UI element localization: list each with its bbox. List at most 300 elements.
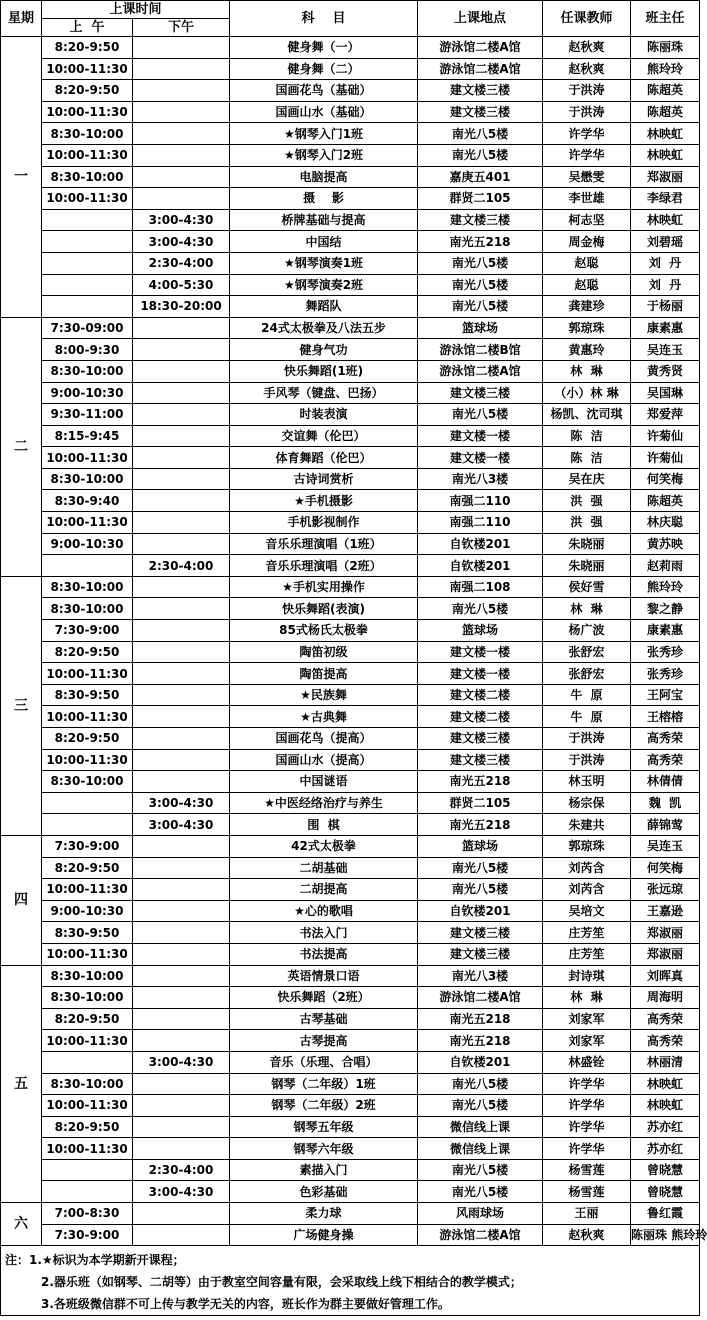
table-row — [1, 987, 700, 1009]
morning-time-cell — [42, 1051, 133, 1073]
subject-cell: 柔力球 — [230, 1203, 418, 1225]
monitor-cell: 高秀荣 — [631, 1030, 700, 1052]
afternoon-time-cell — [133, 663, 230, 685]
monitor-cell: 陈丽珠 熊玲玲 — [631, 1224, 700, 1246]
monitor-cell: 苏亦红 — [631, 1116, 700, 1138]
teacher-cell: 许学华 — [543, 1138, 631, 1160]
subject-cell: 古琴基础 — [230, 1008, 418, 1030]
table-row — [1, 792, 700, 814]
afternoon-time-cell — [133, 900, 230, 922]
location-cell: 建文楼二楼 — [418, 706, 543, 728]
table-row — [1, 166, 700, 188]
teacher-cell: 庄芳笙 — [543, 943, 631, 965]
monitor-cell: 林庆聪 — [631, 512, 700, 534]
afternoon-time-cell — [133, 447, 230, 469]
morning-time-cell: 8:30-10:00 — [42, 360, 133, 382]
afternoon-time-cell — [133, 512, 230, 534]
monitor-cell: 熊玲玲 — [631, 58, 700, 80]
teacher-cell: 许学华 — [543, 1116, 631, 1138]
teacher-cell: 朱晓丽 — [543, 555, 631, 577]
afternoon-time-cell — [133, 425, 230, 447]
subject-cell: 24式太极拳及八法五步 — [230, 317, 418, 339]
table-row — [1, 1051, 700, 1073]
subject-cell: 色彩基础 — [230, 1181, 418, 1203]
table-row — [1, 144, 700, 166]
notes-row — [1, 1246, 700, 1316]
afternoon-time-cell — [133, 123, 230, 145]
morning-time-cell: 7:30-09:00 — [42, 317, 133, 339]
afternoon-time-cell: 2:30-4:00 — [133, 252, 230, 274]
location-cell: 建文楼三楼 — [418, 80, 543, 102]
subject-cell: 古琴提高 — [230, 1030, 418, 1052]
monitor-cell: 周海明 — [631, 987, 700, 1009]
teacher-cell: 龚建珍 — [543, 296, 631, 318]
location-cell: 南光八5楼 — [418, 1181, 543, 1203]
monitor-cell: 许菊仙 — [631, 425, 700, 447]
location-cell: 南光五218 — [418, 231, 543, 253]
subject-cell: 85式杨氏太极拳 — [230, 620, 418, 642]
afternoon-time-cell — [133, 620, 230, 642]
location-cell: 南光五218 — [418, 771, 543, 793]
subject-cell: 钢琴（二年级）1班 — [230, 1073, 418, 1095]
teacher-cell: 刘家军 — [543, 1008, 631, 1030]
afternoon-time-cell: 2:30-4:00 — [133, 1159, 230, 1181]
table-row — [1, 835, 700, 857]
subject-cell: 手风琴（键盘、巴扬） — [230, 382, 418, 404]
afternoon-time-cell — [133, 987, 230, 1009]
subject-cell: 钢琴五年级 — [230, 1116, 418, 1138]
morning-time-cell: 7:30-9:00 — [42, 620, 133, 642]
monitor-cell: 曾晓慧 — [631, 1159, 700, 1181]
table-row — [1, 943, 700, 965]
teacher-cell: 于洪涛 — [543, 80, 631, 102]
header-pm: 下午 — [133, 19, 230, 37]
subject-cell: 健身舞（二） — [230, 58, 418, 80]
table-row — [1, 576, 700, 598]
monitor-cell: 高秀荣 — [631, 728, 700, 750]
afternoon-time-cell — [133, 835, 230, 857]
subject-cell: ★手机实用操作 — [230, 576, 418, 598]
teacher-cell: 黄惠玲 — [543, 339, 631, 361]
location-cell: 微信线上课 — [418, 1116, 543, 1138]
table-row — [1, 1159, 700, 1181]
afternoon-time-cell — [133, 965, 230, 987]
location-cell: 建文楼三楼 — [418, 922, 543, 944]
header-weekday: 星期 — [1, 1, 42, 37]
monitor-cell: 赵莉雨 — [631, 555, 700, 577]
table-row — [1, 404, 700, 426]
afternoon-time-cell — [133, 1030, 230, 1052]
subject-cell: 国画山水（提高） — [230, 749, 418, 771]
monitor-cell: 王阿宝 — [631, 684, 700, 706]
weekday-cell: 六 — [1, 1203, 42, 1246]
afternoon-time-cell — [133, 922, 230, 944]
table-row — [1, 490, 700, 512]
monitor-cell: 刘碧瑶 — [631, 231, 700, 253]
table-row — [1, 188, 700, 210]
teacher-cell: 刘芮含 — [543, 879, 631, 901]
afternoon-time-cell — [133, 576, 230, 598]
location-cell: 南光五218 — [418, 814, 543, 836]
location-cell: 南光八5楼 — [418, 123, 543, 145]
teacher-cell: 陈 洁 — [543, 447, 631, 469]
monitor-cell: 许菊仙 — [631, 447, 700, 469]
monitor-cell: 郑淑丽 — [631, 922, 700, 944]
monitor-cell: 张秀珍 — [631, 663, 700, 685]
location-cell: 南光八3楼 — [418, 468, 543, 490]
afternoon-time-cell — [133, 706, 230, 728]
morning-time-cell: 8:30-10:00 — [42, 166, 133, 188]
teacher-cell: 吴懋雯 — [543, 166, 631, 188]
table-row — [1, 857, 700, 879]
header-subject: 科 目 — [230, 1, 418, 37]
location-cell: 南强二108 — [418, 576, 543, 598]
location-cell: 自钦楼201 — [418, 555, 543, 577]
teacher-cell: 赵秋爽 — [543, 58, 631, 80]
teacher-cell: 林 琳 — [543, 598, 631, 620]
teacher-cell: 赵秋爽 — [543, 1224, 631, 1246]
teacher-cell: 庄芳笙 — [543, 922, 631, 944]
location-cell: 建文楼三楼 — [418, 728, 543, 750]
location-cell: 南光八5楼 — [418, 1159, 543, 1181]
morning-time-cell: 8:00-9:30 — [42, 339, 133, 361]
monitor-cell: 黄苏映 — [631, 533, 700, 555]
afternoon-time-cell — [133, 598, 230, 620]
header-time: 上课时间 — [42, 1, 230, 19]
teacher-cell: 杨凯、沈司琪 — [543, 404, 631, 426]
monitor-cell: 曾晓慧 — [631, 1181, 700, 1203]
teacher-cell: 张舒宏 — [543, 641, 631, 663]
notes-cell — [1, 1246, 700, 1316]
teacher-cell: （小）林 琳 — [543, 382, 631, 404]
location-cell: 自钦楼201 — [418, 900, 543, 922]
monitor-cell: 陈超英 — [631, 490, 700, 512]
location-cell: 自钦楼201 — [418, 533, 543, 555]
table-row — [1, 37, 700, 59]
location-cell: 南光八5楼 — [418, 879, 543, 901]
location-cell: 建文楼三楼 — [418, 943, 543, 965]
monitor-cell: 陈丽珠 — [631, 37, 700, 59]
teacher-cell: 林玉明 — [543, 771, 631, 793]
afternoon-time-cell: 3:00-4:30 — [133, 231, 230, 253]
afternoon-time-cell: 18:30-20:00 — [133, 296, 230, 318]
monitor-cell: 苏亦红 — [631, 1138, 700, 1160]
afternoon-time-cell — [133, 1116, 230, 1138]
location-cell: 游泳馆二楼B馆 — [418, 339, 543, 361]
afternoon-time-cell — [133, 943, 230, 965]
morning-time-cell: 8:30-10:00 — [42, 576, 133, 598]
header-monitor: 班主任 — [631, 1, 700, 37]
location-cell: 游泳馆二楼A馆 — [418, 360, 543, 382]
table-row — [1, 274, 700, 296]
morning-time-cell: 8:30-9:50 — [42, 922, 133, 944]
afternoon-time-cell — [133, 728, 230, 750]
subject-cell: 中国结 — [230, 231, 418, 253]
afternoon-time-cell — [133, 166, 230, 188]
subject-cell: 快乐舞蹈(表演) — [230, 598, 418, 620]
location-cell: 南光八5楼 — [418, 404, 543, 426]
location-cell: 南强二110 — [418, 512, 543, 534]
subject-cell: 中国谜语 — [230, 771, 418, 793]
afternoon-time-cell — [133, 879, 230, 901]
location-cell: 南光八5楼 — [418, 1073, 543, 1095]
monitor-cell: 张远琼 — [631, 879, 700, 901]
monitor-cell: 王嘉逊 — [631, 900, 700, 922]
subject-cell: 广场健身操 — [230, 1224, 418, 1246]
subject-cell: 国画山水（基础） — [230, 101, 418, 123]
monitor-cell: 鲁红霞 — [631, 1203, 700, 1225]
location-cell: 南光八5楼 — [418, 857, 543, 879]
subject-cell: 国画花鸟（提高） — [230, 728, 418, 750]
afternoon-time-cell: 3:00-4:30 — [133, 792, 230, 814]
teacher-cell: 郭琼珠 — [543, 317, 631, 339]
monitor-cell: 熊玲玲 — [631, 576, 700, 598]
morning-time-cell: 8:20-9:50 — [42, 857, 133, 879]
subject-cell: 钢琴（二年级）2班 — [230, 1095, 418, 1117]
morning-time-cell — [42, 555, 133, 577]
table-row — [1, 555, 700, 577]
morning-time-cell: 7:30-9:00 — [42, 1224, 133, 1246]
table-row — [1, 468, 700, 490]
afternoon-time-cell — [133, 749, 230, 771]
afternoon-time-cell — [133, 404, 230, 426]
teacher-cell: 柯志坚 — [543, 209, 631, 231]
location-cell: 南强二110 — [418, 490, 543, 512]
subject-cell: ★古典舞 — [230, 706, 418, 728]
morning-time-cell: 9:00-10:30 — [42, 382, 133, 404]
location-cell: 群贤二105 — [418, 792, 543, 814]
location-cell: 建文楼一楼 — [418, 425, 543, 447]
teacher-cell: 杨广波 — [543, 620, 631, 642]
teacher-cell: 许学华 — [543, 144, 631, 166]
teacher-cell: 赵聪 — [543, 274, 631, 296]
location-cell: 嘉庚五401 — [418, 166, 543, 188]
morning-time-cell: 8:20-9:50 — [42, 641, 133, 663]
teacher-cell: 洪 强 — [543, 490, 631, 512]
location-cell: 南光八5楼 — [418, 598, 543, 620]
table-row — [1, 900, 700, 922]
afternoon-time-cell — [133, 37, 230, 59]
afternoon-time-cell — [133, 317, 230, 339]
monitor-cell: 魏 凯 — [631, 792, 700, 814]
subject-cell: 音乐乐理演唱（2班） — [230, 555, 418, 577]
location-cell: 建文楼三楼 — [418, 209, 543, 231]
subject-cell: ★心的歌唱 — [230, 900, 418, 922]
subject-cell: 二胡提高 — [230, 879, 418, 901]
subject-cell: 陶笛初级 — [230, 641, 418, 663]
morning-time-cell: 9:00-10:30 — [42, 533, 133, 555]
table-row — [1, 1073, 700, 1095]
morning-time-cell: 8:30-10:00 — [42, 468, 133, 490]
table-row — [1, 684, 700, 706]
location-cell: 建文楼一楼 — [418, 447, 543, 469]
subject-cell: 体育舞蹈（伦巴） — [230, 447, 418, 469]
header-location: 上课地点 — [418, 1, 543, 37]
teacher-cell: 陈 洁 — [543, 425, 631, 447]
table-row — [1, 965, 700, 987]
monitor-cell: 吴连玉 — [631, 339, 700, 361]
teacher-cell: 张舒宏 — [543, 663, 631, 685]
header-am: 上 午 — [42, 19, 133, 37]
morning-time-cell: 10:00-11:30 — [42, 144, 133, 166]
teacher-cell: 李世雄 — [543, 188, 631, 210]
location-cell: 群贤二105 — [418, 188, 543, 210]
teacher-cell: 杨宗保 — [543, 792, 631, 814]
table-row — [1, 296, 700, 318]
subject-cell: 手机影视制作 — [230, 512, 418, 534]
subject-cell: ★钢琴入门1班 — [230, 123, 418, 145]
teacher-cell: 林盛铨 — [543, 1051, 631, 1073]
subject-cell: 舞蹈队 — [230, 296, 418, 318]
monitor-cell: 郑淑丽 — [631, 943, 700, 965]
note-line: 3.各班级微信群不可上传与教学无关的内容，班长作为群主要做好管理工作。 — [41, 1297, 450, 1312]
location-cell: 游泳馆二楼A馆 — [418, 58, 543, 80]
table-row — [1, 1138, 700, 1160]
location-cell: 南光八5楼 — [418, 1095, 543, 1117]
table-row — [1, 425, 700, 447]
weekday-cell: 四 — [1, 835, 42, 965]
morning-time-cell — [42, 209, 133, 231]
morning-time-cell — [42, 231, 133, 253]
monitor-cell: 薛锦莺 — [631, 814, 700, 836]
table-row — [1, 123, 700, 145]
subject-cell: 围 棋 — [230, 814, 418, 836]
header-teacher: 任课教师 — [543, 1, 631, 37]
morning-time-cell: 8:30-10:00 — [42, 123, 133, 145]
afternoon-time-cell — [133, 339, 230, 361]
morning-time-cell: 7:00-8:30 — [42, 1203, 133, 1225]
morning-time-cell — [42, 814, 133, 836]
teacher-cell: 杨雪莲 — [543, 1181, 631, 1203]
monitor-cell: 林映虹 — [631, 1095, 700, 1117]
location-cell: 微信线上课 — [418, 1138, 543, 1160]
monitor-cell: 何笑梅 — [631, 857, 700, 879]
morning-time-cell — [42, 792, 133, 814]
teacher-cell: 吴在庆 — [543, 468, 631, 490]
table-row — [1, 663, 700, 685]
location-cell: 游泳馆二楼A馆 — [418, 37, 543, 59]
table-row — [1, 1181, 700, 1203]
schedule-body — [1, 37, 707, 1316]
monitor-cell: 黄秀贤 — [631, 360, 700, 382]
table-row — [1, 533, 700, 555]
subject-cell: 书法提高 — [230, 943, 418, 965]
subject-cell: 音乐（乐理、合唱） — [230, 1051, 418, 1073]
teacher-cell: 于洪涛 — [543, 728, 631, 750]
morning-time-cell: 10:00-11:30 — [42, 447, 133, 469]
subject-cell: ★钢琴入门2班 — [230, 144, 418, 166]
subject-cell: ★钢琴演奏2班 — [230, 274, 418, 296]
table-row — [1, 231, 700, 253]
afternoon-time-cell — [133, 857, 230, 879]
table-row — [1, 382, 700, 404]
monitor-cell: 吴国琳 — [631, 382, 700, 404]
table-row — [1, 598, 700, 620]
subject-cell: 陶笛提高 — [230, 663, 418, 685]
location-cell: 篮球场 — [418, 620, 543, 642]
afternoon-time-cell — [133, 1224, 230, 1246]
afternoon-time-cell — [133, 771, 230, 793]
weekday-cell: 三 — [1, 576, 42, 835]
morning-time-cell — [42, 274, 133, 296]
morning-time-cell: 10:00-11:30 — [42, 943, 133, 965]
afternoon-time-cell: 3:00-4:30 — [133, 1181, 230, 1203]
monitor-cell: 刘 丹 — [631, 274, 700, 296]
teacher-cell: 牛 原 — [543, 706, 631, 728]
morning-time-cell: 8:20-9:50 — [42, 1116, 133, 1138]
morning-time-cell: 8:30-10:00 — [42, 987, 133, 1009]
note-line: 2.器乐班（如钢琴、二胡等）由于教室空间容量有限，会采取线上线下相结合的教学模式； — [41, 1275, 522, 1290]
teacher-cell: 许学华 — [543, 1073, 631, 1095]
subject-cell: 摄 影 — [230, 188, 418, 210]
subject-cell: 健身气功 — [230, 339, 418, 361]
note-line: 注：1.★标识为本学期新开课程； — [5, 1253, 185, 1268]
morning-time-cell: 10:00-11:30 — [42, 706, 133, 728]
location-cell: 游泳馆二楼A馆 — [418, 1224, 543, 1246]
weekday-cell: 二 — [1, 317, 42, 576]
table-row — [1, 641, 700, 663]
morning-time-cell: 10:00-11:30 — [42, 879, 133, 901]
afternoon-time-cell — [133, 188, 230, 210]
subject-cell: 书法入门 — [230, 922, 418, 944]
morning-time-cell — [42, 296, 133, 318]
location-cell: 南光八5楼 — [418, 296, 543, 318]
table-row — [1, 101, 700, 123]
subject-cell: ★手机摄影 — [230, 490, 418, 512]
morning-time-cell — [42, 1181, 133, 1203]
weekday-cell: 五 — [1, 965, 42, 1203]
table-row — [1, 1116, 700, 1138]
monitor-cell: 刘晖真 — [631, 965, 700, 987]
morning-time-cell: 7:30-9:00 — [42, 835, 133, 857]
morning-time-cell: 10:00-11:30 — [42, 749, 133, 771]
afternoon-time-cell — [133, 80, 230, 102]
morning-time-cell: 8:30-10:00 — [42, 771, 133, 793]
table-row — [1, 1095, 700, 1117]
afternoon-time-cell: 2:30-4:00 — [133, 555, 230, 577]
afternoon-time-cell — [133, 1008, 230, 1030]
teacher-cell: 牛 原 — [543, 684, 631, 706]
subject-cell: ★钢琴演奏1班 — [230, 252, 418, 274]
teacher-cell: 刘家军 — [543, 1030, 631, 1052]
location-cell: 建文楼二楼 — [418, 684, 543, 706]
morning-time-cell: 8:30-10:00 — [42, 965, 133, 987]
afternoon-time-cell: 3:00-4:30 — [133, 1051, 230, 1073]
morning-time-cell: 9:00-10:30 — [42, 900, 133, 922]
monitor-cell: 于杨丽 — [631, 296, 700, 318]
table-row — [1, 706, 700, 728]
location-cell: 建文楼一楼 — [418, 641, 543, 663]
teacher-cell: 王丽 — [543, 1203, 631, 1225]
location-cell: 南光八5楼 — [418, 274, 543, 296]
location-cell: 南光五218 — [418, 1008, 543, 1030]
table-row — [1, 1224, 700, 1246]
teacher-cell: 赵秋爽 — [543, 37, 631, 59]
teacher-cell: 朱晓丽 — [543, 533, 631, 555]
table-row — [1, 317, 700, 339]
afternoon-time-cell — [133, 684, 230, 706]
afternoon-time-cell — [133, 144, 230, 166]
teacher-cell: 洪 强 — [543, 512, 631, 534]
morning-time-cell: 8:20-9:50 — [42, 80, 133, 102]
afternoon-time-cell: 3:00-4:30 — [133, 814, 230, 836]
monitor-cell: 高秀荣 — [631, 749, 700, 771]
teacher-cell: 赵聪 — [543, 252, 631, 274]
monitor-cell: 黎之静 — [631, 598, 700, 620]
monitor-cell: 吴连玉 — [631, 835, 700, 857]
morning-time-cell: 10:00-11:30 — [42, 188, 133, 210]
table-row — [1, 447, 700, 469]
